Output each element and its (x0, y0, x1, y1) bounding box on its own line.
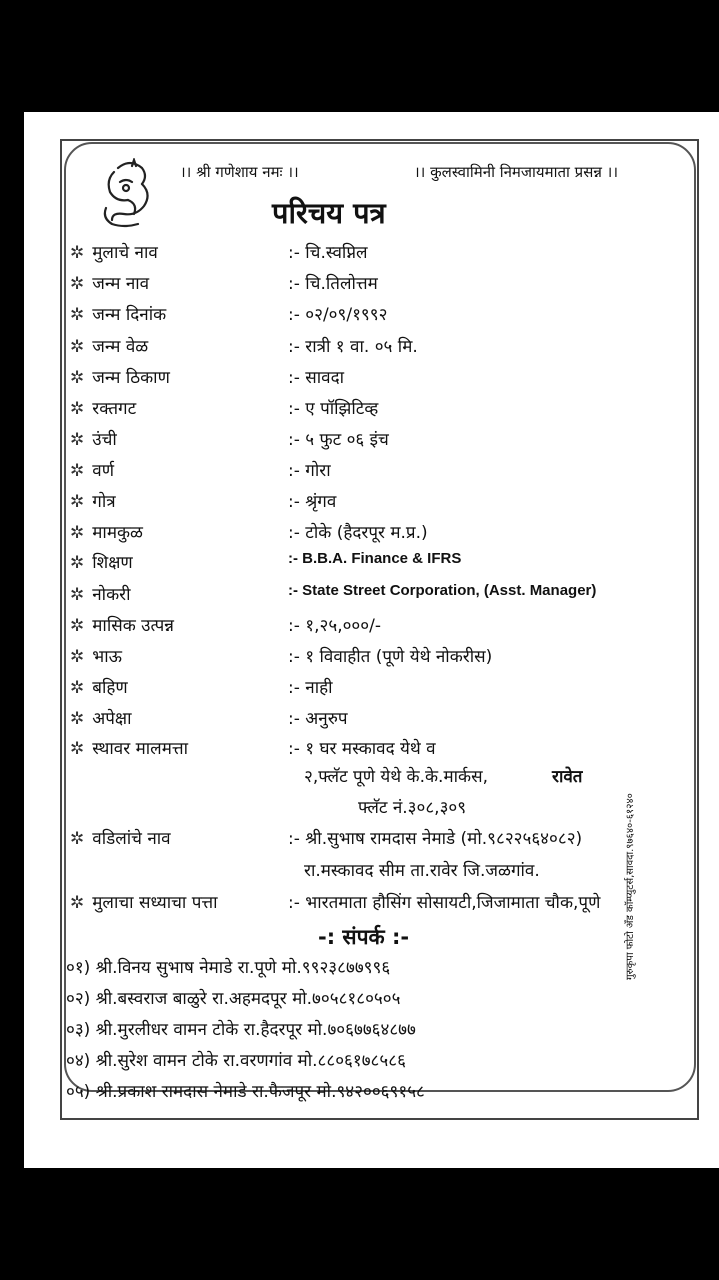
detail-label: नोकरी (92, 585, 131, 605)
detail-label: जन्म दिनांक (92, 305, 167, 325)
property-line-1: २,फ्लॅट पूणे येथे के.के.मार्कस, (304, 767, 488, 787)
star-icon: ✲ (70, 305, 85, 325)
detail-label: गोत्र (92, 492, 116, 512)
side-credit: गुरुकृपा फोटो अँड कॉम्प्युटर्स,सावदा.९७६४०-६१२४० (625, 793, 636, 980)
contact-item: ०१) श्री.विनय सुभाष नेमाडे रा.पूणे मो.९९२३८७७९९६ (66, 958, 391, 978)
detail-value: :- टोके (हैदरपूर म.प्र.) (288, 523, 428, 543)
star-icon: ✲ (70, 647, 85, 667)
detail-value: :- १ घर मस्कावद येथे व (288, 739, 436, 759)
contact-item: ०२) श्री.बस्वराज बाळुरे रा.अहमदपूर मो.७०५८१८०५०५ (66, 989, 401, 1009)
detail-label: मामकुळ (92, 523, 143, 543)
star-icon: ✲ (70, 243, 85, 263)
detail-value: :- सावदा (288, 368, 345, 388)
detail-value: :- चि.स्वप्निल (288, 243, 368, 263)
detail-value: :- ५ फुट ०६ इंच (288, 430, 389, 450)
property-line-1b: रावेत (552, 767, 583, 787)
star-icon: ✲ (70, 274, 85, 294)
father-address: रा.मस्कावद सीम ता.रावेर जि.जळगांव. (304, 861, 540, 881)
detail-label: वर्ण (92, 461, 114, 481)
detail-value: :- गोरा (288, 461, 331, 481)
detail-value: :- रात्री १ वा. ०५ मि. (288, 337, 418, 357)
detail-value: :- अनुरुप (288, 709, 348, 729)
star-icon: ✲ (70, 430, 85, 450)
right-invocation: ।। कुलस्वामिनी निमजायमाता प्रसन्न ।। (414, 163, 619, 181)
detail-label: अपेक्षा (92, 709, 132, 729)
detail-value: :- State Street Corporation, (Asst. Manager) (288, 582, 597, 599)
detail-label: रक्तगट (92, 399, 137, 419)
property-line-2: फ्लॅट नं.३०८,३०९ (358, 798, 467, 818)
detail-label: मासिक उत्पन्न (92, 616, 174, 636)
star-icon: ✲ (70, 678, 85, 698)
detail-value: :- ए पॉझिटिव्ह (288, 399, 379, 419)
contact-item: ०५) श्री.प्रकाश रामदास नेमाडे रा.फैजपूर मो.९४२००६९१५८ (66, 1082, 425, 1102)
star-icon: ✲ (70, 893, 85, 913)
star-icon: ✲ (70, 337, 85, 357)
ganesh-icon (98, 158, 162, 230)
star-icon: ✲ (70, 492, 85, 512)
contact-title: -: संपर्क :- (318, 925, 410, 949)
star-icon: ✲ (70, 585, 85, 605)
detail-value: :- श्रृंगव (288, 492, 337, 512)
star-icon: ✲ (70, 461, 85, 481)
detail-label: भाऊ (92, 647, 122, 667)
star-icon: ✲ (70, 616, 85, 636)
star-icon: ✲ (70, 399, 85, 419)
detail-value: :- ०२/०९/१९९२ (288, 305, 388, 325)
detail-value: :- नाही (288, 678, 333, 698)
detail-value: :- १ विवाहीत (पूणे येथे नोकरीस) (288, 647, 493, 667)
detail-label: बहिण (92, 678, 128, 698)
detail-value: :- १,२५,०००/- (288, 616, 381, 636)
contact-item: ०३) श्री.मुरलीधर वामन टोके रा.हैदरपूर मो.७०६७७६४८७७ (66, 1020, 416, 1040)
detail-label: शिक्षण (92, 553, 133, 573)
current-address-label: मुलाचा सध्याचा पत्ता (92, 893, 218, 913)
current-address-value: :- भारतमाता हौसिंग सोसायटी,जिजामाता चौक,पूणे (288, 893, 601, 913)
detail-value: :- B.B.A. Finance & IFRS (288, 550, 462, 567)
detail-value: :- चि.तिलोत्तम (288, 274, 378, 294)
detail-label: मुलाचे नाव (92, 243, 158, 263)
star-icon: ✲ (70, 829, 85, 849)
star-icon: ✲ (70, 368, 85, 388)
father-value: :- श्री.सुभाष रामदास नेमाडे (मो.९८२२५६४०८२) (288, 829, 583, 849)
father-label: वडिलांचे नाव (92, 829, 171, 849)
detail-label: जन्म नाव (92, 274, 150, 294)
detail-label: जन्म ठिकाण (92, 368, 170, 388)
detail-label: स्थावर मालमत्ता (92, 739, 189, 759)
detail-label: जन्म वेळ (92, 337, 149, 357)
star-icon: ✲ (70, 553, 85, 573)
star-icon: ✲ (70, 739, 85, 759)
contact-item: ०४) श्री.सुरेश वामन टोके रा.वरणगांव मो.८८०६१७८५८६ (66, 1051, 406, 1071)
star-icon: ✲ (70, 709, 85, 729)
document-title: परिचय पत्र (272, 196, 386, 230)
detail-label: उंची (92, 430, 117, 450)
star-icon: ✲ (70, 523, 85, 543)
left-invocation: ।। श्री गणेशाय नमः ।। (180, 163, 299, 181)
